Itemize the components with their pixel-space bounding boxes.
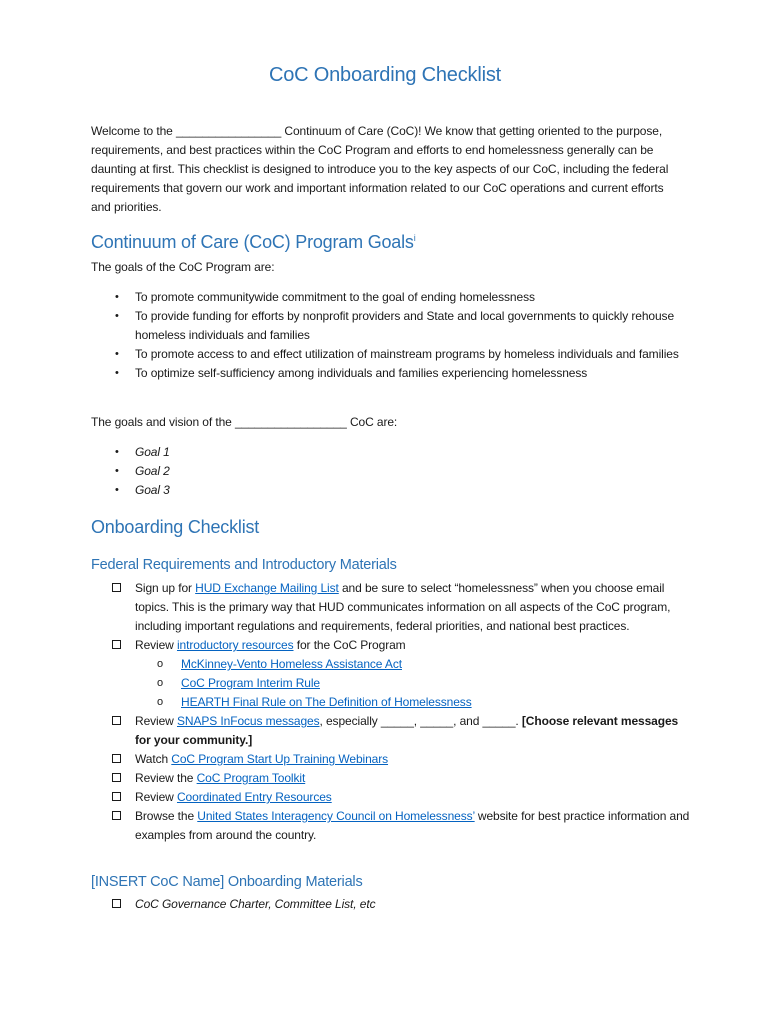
webinars-link[interactable]: CoC Program Start Up Training Webinars (171, 752, 389, 766)
bullet-icon: • (115, 484, 119, 496)
checklist-item: Sign up for HUD Exchange Mailing List and be sure to select “homelessness” when you choose email topics. This is the primary way that HUD communicates information on all aspects of the CoC program, including important regulations and requirements, federal priorities, and national best practices. (111, 579, 691, 636)
program-goals-list (113, 288, 688, 383)
introductory-resources-link[interactable]: introductory resources (176, 638, 294, 652)
goals-heading-text: Continuum of Care (CoC) Program Goals (91, 232, 414, 252)
checkbox-icon[interactable] (112, 773, 121, 782)
sub-bullet-icon: o (157, 658, 164, 670)
checklist-heading: Onboarding Checklist (91, 517, 260, 537)
list-item: • To optimize self-sufficiency among individuals and families experiencing homelessness (113, 364, 688, 383)
bullet-icon: • (115, 310, 119, 322)
sub-bullet-icon: o (157, 677, 164, 689)
goals-heading (91, 232, 416, 253)
intro-paragraph: Welcome to the ________________ Continuum of Care (CoC)! We know that getting oriented to the purpose, requirements, and best practices within the CoC Program and efforts to end homelessness generally can be daunting at first. This checklist is designed to introduce you to the key aspects of our CoC, including the federal requirements that govern our work and important information related to our CoC operations and current efforts and priorities. (91, 124, 669, 214)
local-checklist (111, 895, 691, 914)
list-item: • To promote communitywide commitment to the goal of ending homelessness (113, 288, 688, 307)
list-item (135, 655, 691, 674)
list-item: • Goal 2 (113, 462, 170, 481)
bullet-icon: • (115, 446, 119, 458)
checklist-item: Browse the United States Interagency Council on Homelessness’ website for best practice information and examples from around the country. (111, 807, 691, 845)
checkbox-icon[interactable] (112, 754, 121, 763)
coordinated-entry-link[interactable]: Coordinated Entry Resources (176, 790, 332, 804)
intro-resources-sublist (135, 655, 691, 712)
footnote-mark[interactable]: i (413, 233, 416, 243)
checklist-item: Review SNAPS InFocus messages, especially _____, _____, and _____. [Choose relevant messages for your community.] (111, 712, 691, 750)
bullet-icon: • (115, 367, 119, 379)
federal-checklist (111, 579, 691, 845)
vision-lead: The goals and vision of the _________________ CoC are: (91, 415, 398, 429)
checkbox-icon[interactable] (112, 792, 121, 801)
checkbox-icon[interactable] (112, 640, 121, 649)
snaps-infocus-link[interactable]: SNAPS InFocus messages (176, 714, 320, 728)
local-heading: [INSERT CoC Name] Onboarding Materials (91, 874, 363, 890)
toolkit-link[interactable]: CoC Program Toolkit (196, 771, 306, 785)
checklist-item: CoC Governance Charter, Committee List, etc (111, 895, 691, 914)
list-item: • To provide funding for efforts by nonprofit providers and State and local governments to quickly rehouse homeless individuals and families (115, 309, 675, 342)
hearth-rule-link[interactable]: HEARTH Final Rule on The Definition of Homelessness (181, 695, 472, 709)
checkbox-icon[interactable] (112, 583, 121, 592)
goals-lead: The goals of the CoC Program are: (91, 260, 275, 274)
checkbox-icon[interactable] (112, 899, 121, 908)
checklist-item: Review Coordinated Entry Resources (111, 788, 691, 807)
usich-link[interactable]: United States Interagency Council on Homelessness’ (197, 809, 475, 823)
list-item (135, 693, 691, 712)
federal-heading: Federal Requirements and Introductory Materials (91, 557, 397, 573)
list-item: • Goal 3 (113, 481, 170, 500)
checklist-item: Review introductory resources for the CoC Program o McKinney-Vento Homeless Assistance Act o CoC Program Interim Rule o HEARTH Final Rule on The Definition of Homelessness (111, 636, 691, 712)
mckinney-vento-link[interactable]: McKinney-Vento Homeless Assistance Act (181, 657, 402, 671)
list-item: • To promote access to and effect utilization of mainstream programs by homeless individuals and families (113, 345, 688, 364)
bullet-icon: • (115, 465, 119, 477)
interim-rule-link[interactable]: CoC Program Interim Rule (181, 676, 320, 690)
bullet-icon: • (115, 291, 119, 303)
sub-bullet-icon: o (157, 696, 164, 708)
local-goals-list (113, 443, 170, 500)
list-item: • Goal 1 (113, 443, 170, 462)
checklist-item: Watch CoC Program Start Up Training Webinars (111, 750, 691, 769)
checklist-item: Review the CoC Program Toolkit (111, 769, 691, 788)
bullet-icon: • (115, 348, 119, 360)
page-title: CoC Onboarding Checklist (269, 64, 501, 86)
checkbox-icon[interactable] (112, 716, 121, 725)
checkbox-icon[interactable] (112, 811, 121, 820)
hud-exchange-link[interactable]: HUD Exchange Mailing List (195, 581, 339, 595)
list-item (135, 674, 691, 693)
